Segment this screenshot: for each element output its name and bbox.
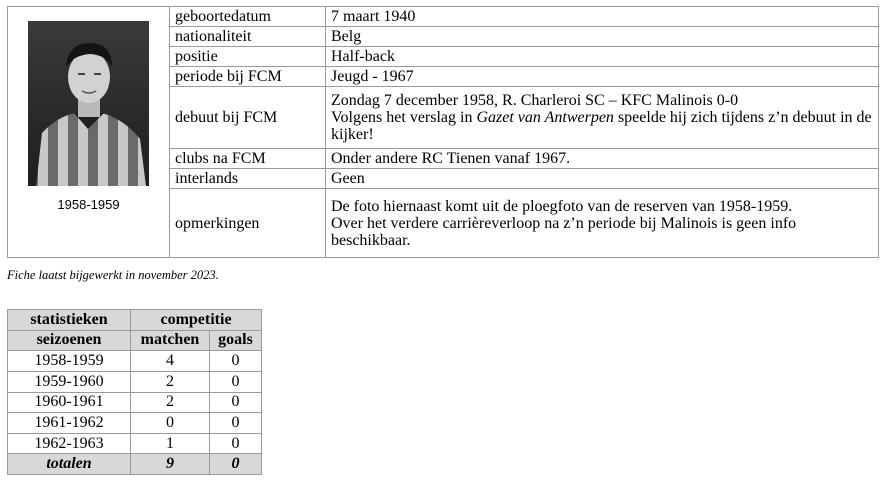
update-note: Fiche laatst bijgewerkt in november 2023. [7,268,219,282]
matches-cell: 2 [131,392,210,413]
value-position: Half-back [326,47,879,67]
total-matches: 9 [131,454,210,475]
value-remarks [326,189,879,258]
label-remarks: opmerkingen [170,189,326,258]
stats-table [7,309,262,475]
stats-header-statistics: statistieken [8,310,131,331]
photo-caption: 1958-1959 [57,197,120,212]
label-period: periode bij FCM [170,67,326,87]
label-nationality: nationaliteit [170,27,326,47]
stats-header-matches: matchen [131,330,210,351]
value-period: Jeugd - 1967 [326,67,879,87]
stats-header-seasons: seizoenen [8,330,131,351]
stats-header-goals: goals [210,330,262,351]
goals-cell: 0 [210,351,262,372]
debut-report-source: Gazet van Antwerpen [476,109,614,126]
value-internationals: Geen [326,169,879,189]
goals-cell: 0 [210,433,262,454]
stats-header-row [8,310,262,331]
label-debut: debuut bij FCM [170,87,326,149]
debut-match: Zondag 7 december 1958, R. Charleroi SC – KFC Malinois 0-0 [331,92,739,109]
season-cell: 1960-1961 [8,392,131,413]
value-debut [326,87,879,149]
debut-report [331,109,878,143]
value-birthdate: 7 maart 1940 [326,7,879,27]
stats-subheader-row [8,330,262,351]
player-profile-table [7,6,879,258]
remarks-photo: De foto hiernaast komt uit de ploegfoto van de reserven van 1958-1959. [331,197,793,215]
goals-cell: 0 [210,392,262,413]
value-clubs-after: Onder andere RC Tienen vanaf 1967. [326,149,879,169]
player-photo [28,21,149,186]
remarks-career: Over het verdere carrièreverloop na z’n periode bij Malinois is geen info beschikbaar. [331,214,797,249]
table-row [8,351,262,372]
total-label: totalen [8,454,131,475]
value-nationality: Belg [326,27,879,47]
season-cell: 1962-1963 [8,433,131,454]
label-birthdate: geboortedatum [170,7,326,27]
season-cell: 1958-1959 [8,351,131,372]
matches-cell: 1 [131,433,210,454]
label-position: positie [170,47,326,67]
goals-cell: 0 [210,371,262,392]
table-row [8,413,262,434]
debut-report-pre: Volgens het verslag in [331,109,477,126]
season-cell: 1961-1962 [8,413,131,434]
label-internationals: interlands [170,169,326,189]
table-row [8,371,262,392]
photo-cell [8,7,170,258]
debut-report-post: speelde hij zich tijdens z’n debuut in de kijker! [331,109,872,143]
table-row [8,433,262,454]
label-clubs-after: clubs na FCM [170,149,326,169]
matches-cell: 0 [131,413,210,434]
stats-total-row [8,454,262,475]
season-cell: 1959-1960 [8,371,131,392]
matches-cell: 2 [131,371,210,392]
stats-header-competition: competitie [131,310,262,331]
total-goals: 0 [210,454,262,475]
matches-cell: 4 [131,351,210,372]
goals-cell: 0 [210,413,262,434]
table-row [8,392,262,413]
